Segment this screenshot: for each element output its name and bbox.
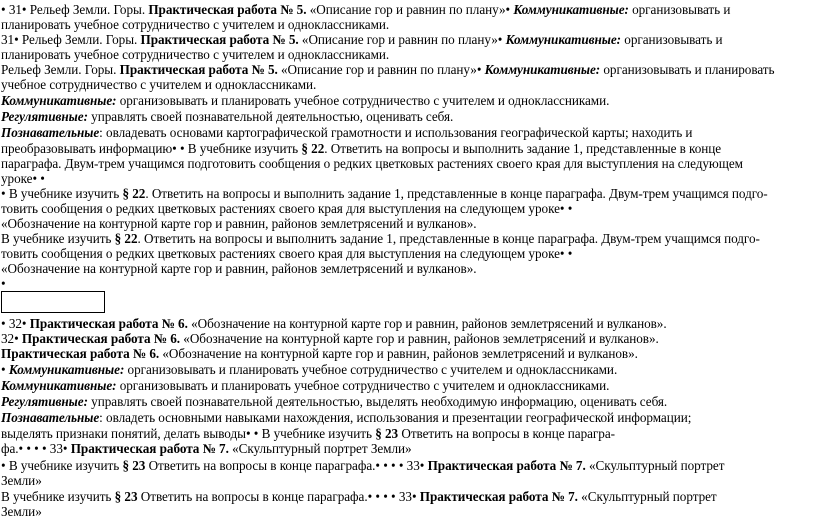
text-line bbox=[1, 410, 691, 425]
text-run: учебное сотрудничество с учителем и одноклассниками. bbox=[1, 77, 317, 92]
text-run: 31• Рельеф Земли. Горы. bbox=[1, 32, 141, 47]
text-line bbox=[1, 171, 45, 186]
text-run: : овладевать основами картографической грамотности и использования географической карты; находить и bbox=[99, 125, 693, 140]
text-line bbox=[1, 378, 609, 393]
text-line bbox=[1, 186, 768, 201]
text-run: организовывать и планировать учебное сотрудничество с учителем и одноклассниками. bbox=[116, 378, 610, 393]
text-line bbox=[1, 394, 667, 409]
text-line bbox=[1, 489, 717, 504]
text-run: В учебнике изучить bbox=[1, 489, 115, 504]
section-label: Познавательные bbox=[1, 125, 100, 140]
text-line bbox=[1, 109, 453, 124]
bold-run: Практическая работа № 5. bbox=[148, 2, 307, 17]
bold-run: Практическая работа № 6. bbox=[29, 316, 188, 331]
text-line bbox=[1, 473, 42, 488]
text-run: товить сообщения о редких цветковых растениях своего края для выступления на следующем уроке• • bbox=[1, 201, 573, 216]
text-run: организовывать и планировать bbox=[600, 62, 775, 77]
bold-run: § 22 bbox=[114, 231, 138, 246]
text-run: параграфа. Двум-трем учащимся подготовить сообщения о редких цветковых растениях своего края для выступления на следующем bbox=[1, 156, 743, 171]
text-run: организовывать и bbox=[628, 2, 731, 17]
text-run: организовывать и планировать учебное сотрудничество с учителем и одноклассниками. bbox=[116, 93, 610, 108]
text-run: : овладеть основными навыками нахождения, использования и презентации географической информации; bbox=[99, 410, 692, 425]
text-line bbox=[1, 62, 774, 77]
text-run: . Ответить на вопросы и выполнить задание 1, представленные в конце bbox=[324, 141, 722, 156]
bold-run: § 23 bbox=[122, 458, 146, 473]
section-label: Регулятивные: bbox=[1, 109, 88, 124]
text-line bbox=[1, 504, 42, 519]
text-line bbox=[1, 156, 743, 171]
bold-run: Практическая работа № 7. bbox=[427, 458, 586, 473]
text-run: Земли» bbox=[1, 473, 42, 488]
text-run: «Описание гор и равнин по плану»• bbox=[298, 32, 506, 47]
section-label: Регулятивные: bbox=[1, 394, 88, 409]
section-label: Коммуникативные: bbox=[1, 93, 117, 108]
section-label: Коммуникативные: bbox=[1, 378, 117, 393]
text-run: уроке• • bbox=[1, 171, 45, 186]
text-line bbox=[1, 17, 389, 32]
text-run: Ответить на вопросы в конце параграфа.• • • • 33• bbox=[137, 489, 420, 504]
text-run: . Ответить на вопросы и выполнить задание 1, представленные в конце параграфа. Двум-трем учащимся подго- bbox=[137, 231, 760, 246]
bold-run: Практическая работа № 5. bbox=[119, 62, 278, 77]
text-run: организовывать и планировать учебное сотрудничество с учителем и одноклассниками. bbox=[124, 362, 618, 377]
text-run: «Обозначение на контурной карте гор и равнин, районов землетрясений и вулканов». bbox=[180, 331, 659, 346]
bold-run: Практическая работа № 7. bbox=[70, 441, 229, 456]
empty-frame-box bbox=[1, 291, 105, 313]
text-line bbox=[1, 2, 730, 17]
bold-run: Практическая работа № 6. bbox=[21, 331, 181, 346]
text-line bbox=[1, 276, 6, 291]
text-line bbox=[1, 93, 609, 108]
text-run: «Обозначение на контурной карте гор и равнин, районов землетрясений и вулканов». bbox=[1, 261, 477, 276]
text-run: . Ответить на вопросы и выполнить задание 1, представленные в конце параграфа. Двум-трем учащимся подго- bbox=[145, 186, 768, 201]
text-run: преобразовывать информацию• • В учебнике изучить bbox=[1, 141, 302, 156]
text-run: • 31• Рельеф Земли. Горы. bbox=[1, 2, 149, 17]
text-run: 32• bbox=[1, 331, 22, 346]
text-line bbox=[1, 261, 476, 276]
text-run: • bbox=[1, 362, 9, 377]
text-run: планировать учебное сотрудничество с учителем и одноклассниками. bbox=[1, 17, 390, 32]
text-line bbox=[1, 32, 723, 47]
text-run: Земли» bbox=[1, 504, 42, 519]
text-line bbox=[1, 441, 412, 456]
text-run: «Обозначение на контурной карте гор и равнин, районов землетрясений и вулканов». bbox=[159, 346, 638, 361]
text-line bbox=[1, 201, 572, 216]
text-run: Ответить на вопросы в конце парагра- bbox=[398, 426, 615, 441]
text-run: управлять своей познавательной деятельностью, выделять необходимую информацию, оценивать себя. bbox=[87, 394, 668, 409]
text-run: Ответить на вопросы в конце параграфа.• • • • 33• bbox=[145, 458, 428, 473]
section-label: Коммуникативные: bbox=[8, 362, 125, 377]
text-run: организовывать и bbox=[621, 32, 723, 47]
text-line bbox=[1, 216, 476, 231]
section-label: Коммуникативные: bbox=[513, 2, 629, 17]
text-line bbox=[1, 141, 721, 156]
section-label: Познавательные bbox=[1, 410, 100, 425]
text-run: товить сообщения о редких цветковых растениях своего края для выступления на следующем уроке• • bbox=[1, 246, 573, 261]
text-run: В учебнике изучить bbox=[1, 231, 115, 246]
text-line bbox=[1, 458, 724, 473]
text-run: • В учебнике изучить bbox=[1, 186, 123, 201]
text-run: • bbox=[1, 276, 6, 291]
text-run: «Описание гор и равнин по плану»• bbox=[277, 62, 485, 77]
text-run: планировать учебное сотрудничество с учителем и одноклассниками. bbox=[1, 47, 390, 62]
text-line bbox=[1, 426, 615, 441]
text-line bbox=[1, 125, 692, 140]
text-run: «Обозначение на контурной карте гор и равнин, районов землетрясений и вулканов». bbox=[1, 216, 477, 231]
text-run: выделять признаки понятий, делать выводы• • В учебнике изучить bbox=[1, 426, 376, 441]
text-line bbox=[1, 47, 389, 62]
bold-run: § 22 bbox=[122, 186, 146, 201]
text-run: «Скульптурный портрет bbox=[585, 458, 725, 473]
text-line bbox=[1, 346, 638, 361]
text-run: «Обозначение на контурной карте гор и равнин, районов землетрясений и вулканов». bbox=[187, 316, 667, 331]
text-line bbox=[1, 362, 617, 377]
text-line bbox=[1, 246, 572, 261]
bold-run: § 22 bbox=[301, 141, 325, 156]
text-run: «Скульптурный портрет bbox=[577, 489, 717, 504]
text-run: • В учебнике изучить bbox=[1, 458, 123, 473]
bold-run: § 23 bbox=[375, 426, 399, 441]
text-line bbox=[1, 316, 667, 331]
text-run: «Описание гор и равнин по плану»• bbox=[306, 2, 514, 17]
text-run: «Скульптурный портрет Земли» bbox=[228, 441, 412, 456]
text-run: • 32• bbox=[1, 316, 30, 331]
section-label: Коммуникативные: bbox=[505, 32, 622, 47]
text-run: управлять своей познавательной деятельностью, оценивать себя. bbox=[87, 109, 454, 124]
text-run: Рельеф Земли. Горы. bbox=[1, 62, 120, 77]
text-run: фа.• • • • 33• bbox=[1, 441, 71, 456]
text-line bbox=[1, 331, 659, 346]
section-label: Коммуникативные: bbox=[484, 62, 601, 77]
bold-run: Практическая работа № 7. bbox=[419, 489, 578, 504]
text-line bbox=[1, 77, 316, 92]
bold-run: § 23 bbox=[114, 489, 138, 504]
bold-run: Практическая работа № 5. bbox=[140, 32, 299, 47]
bold-run: Практическая работа № 6. bbox=[1, 346, 160, 361]
text-line bbox=[1, 231, 760, 246]
